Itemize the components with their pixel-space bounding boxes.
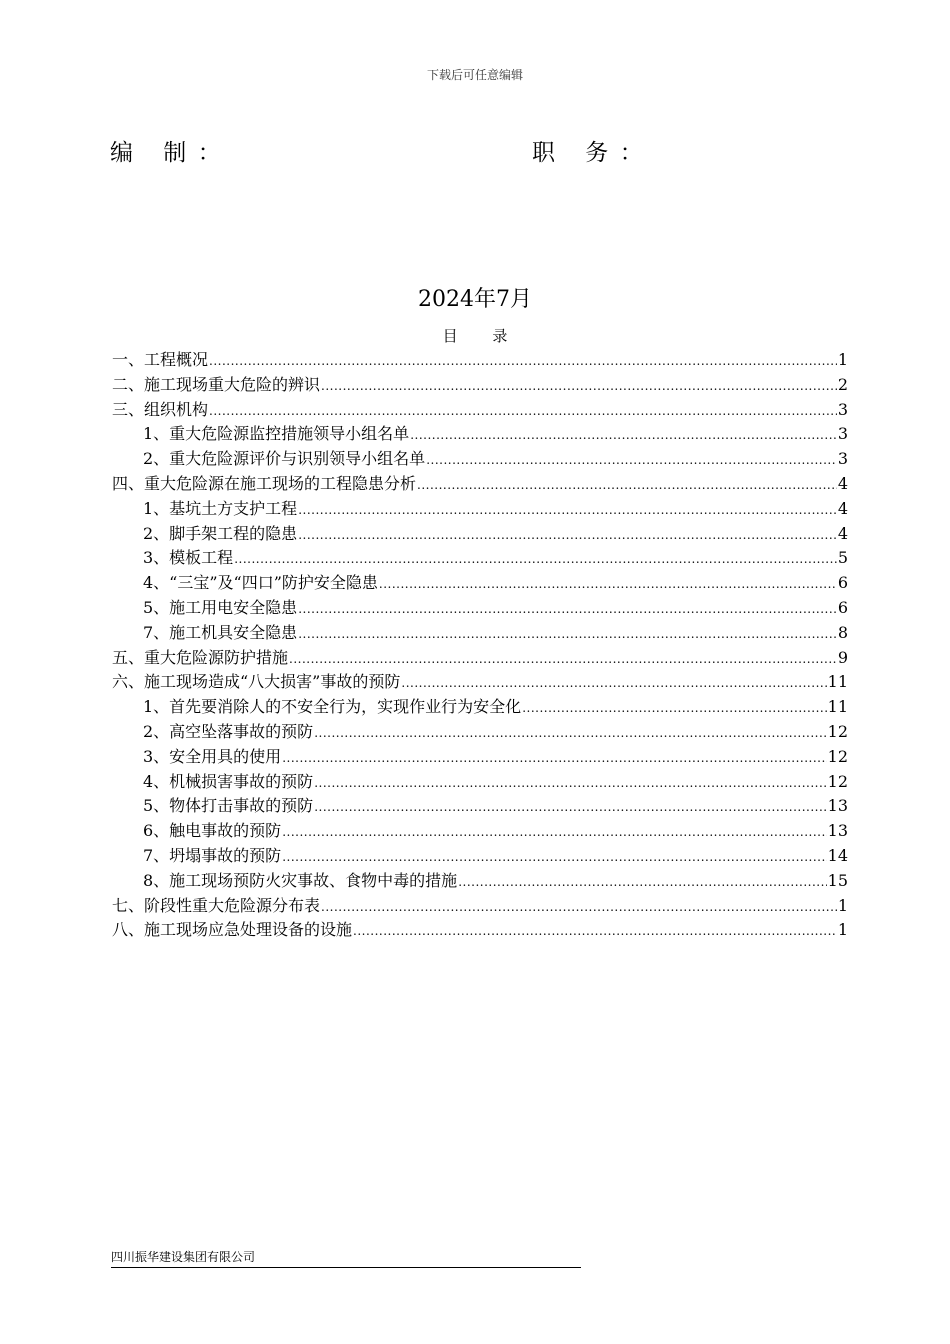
toc-dot-leader: [379, 571, 837, 596]
toc-dot-leader: [289, 646, 837, 671]
toc-entry[interactable]: [112, 918, 848, 943]
toc-entry-page: 4: [837, 498, 848, 518]
toc-entry-page: 3: [837, 424, 848, 444]
toc-entry-page: 15: [827, 870, 848, 890]
toc-dot-leader: [417, 472, 837, 497]
toc-entry[interactable]: [112, 546, 848, 571]
footer-company-name: 四川振华建设集团有限公司: [111, 1248, 581, 1268]
toc-dot-leader: [458, 869, 826, 894]
toc-entry-title: 8、施工现场预防火灾事故、食物中毒的措施: [143, 870, 458, 890]
toc-entry[interactable]: [112, 621, 848, 646]
position-field-label: 职 务：: [532, 140, 655, 166]
toc-entry[interactable]: [112, 447, 848, 472]
toc-dot-leader: [298, 621, 837, 646]
toc-dot-leader: [298, 522, 837, 547]
toc-entry-title: 5、物体打击事故的预防: [143, 796, 314, 816]
toc-entry-page: 4: [837, 523, 848, 543]
toc-dot-leader: [314, 720, 826, 745]
toc-entry[interactable]: [112, 695, 848, 720]
toc-entry[interactable]: [112, 770, 848, 795]
toc-entry-page: 6: [837, 573, 848, 593]
toc-entry[interactable]: [112, 745, 848, 770]
toc-entry-title: 五、重大危险源防护措施: [112, 647, 289, 667]
document-date: 2024年7月: [418, 287, 532, 312]
toc-entry[interactable]: [112, 571, 848, 596]
toc-dot-leader: [401, 670, 826, 695]
toc-dot-leader: [321, 894, 837, 919]
toc-entry-title: 1、重大危险源监控措施领导小组名单: [143, 424, 410, 444]
toc-dot-leader: [209, 398, 837, 423]
toc-entry-page: 2: [837, 374, 848, 394]
toc-entry-title: 4、“三宝”及“四口”防护安全隐患: [143, 573, 378, 593]
toc-entry[interactable]: [112, 596, 848, 621]
toc-entry-page: 14: [827, 845, 848, 865]
toc-entry-page: 13: [827, 821, 848, 841]
toc-entry-page: 12: [827, 721, 848, 741]
toc-entry-title: 1、基坑土方支护工程: [143, 498, 298, 518]
toc-entry-page: 1: [837, 350, 848, 369]
toc-entry-page: 5: [837, 548, 848, 568]
toc-dot-leader: [282, 819, 826, 844]
toc-entry-title: 4、机械损害事故的预防: [143, 771, 314, 791]
toc-entry-title: 3、模板工程: [143, 548, 234, 568]
toc-entry-page: 6: [837, 597, 848, 617]
toc-entry-page: 12: [827, 746, 848, 766]
toc-title: 目 录: [442, 327, 523, 345]
toc-dot-leader: [353, 918, 837, 943]
toc-entry[interactable]: [112, 348, 848, 373]
toc-dot-leader: [298, 497, 837, 522]
toc-entry-title: 2、重大危险源评价与识别领导小组名单: [143, 449, 426, 469]
toc-dot-leader: [234, 546, 837, 571]
toc-dot-leader: [282, 844, 826, 869]
toc-entry-title: 2、脚手架工程的隐患: [143, 523, 298, 543]
toc-entry-page: 11: [827, 697, 848, 717]
toc-entry[interactable]: [112, 869, 848, 894]
toc-entry[interactable]: [112, 794, 848, 819]
toc-entry-title: 二、施工现场重大危险的辨识: [112, 374, 321, 394]
toc-entry-title: 四、重大危险源在施工现场的工程隐患分析: [112, 473, 417, 493]
toc-entry-title: 六、施工现场造成“八大损害”事故的预防: [112, 672, 401, 692]
toc-entry-page: 3: [837, 399, 848, 419]
toc-entry-page: 12: [827, 771, 848, 791]
toc-entry-page: 9: [837, 647, 848, 667]
compiler-field-label: 编 制：: [110, 140, 233, 166]
toc-entry-title: 七、阶段性重大危险源分布表: [112, 895, 321, 915]
toc-entry[interactable]: [112, 844, 848, 869]
toc-dot-leader: [426, 447, 837, 472]
toc-entry[interactable]: [112, 646, 848, 671]
toc-entry[interactable]: [112, 720, 848, 745]
header-note: 下载后可任意编辑: [426, 68, 523, 82]
toc-dot-leader: [298, 596, 837, 621]
toc-entry[interactable]: [112, 373, 848, 398]
toc-entry[interactable]: [112, 522, 848, 547]
toc-entry-title: 八、施工现场应急处理设备的设施: [112, 920, 353, 940]
table-of-contents: [112, 348, 848, 943]
toc-entry[interactable]: [112, 894, 848, 919]
toc-entry-page: 3: [837, 449, 848, 469]
toc-entry-title: 3、安全用具的使用: [143, 746, 282, 766]
toc-entry-title: 一、工程概况: [112, 350, 209, 369]
toc-entry[interactable]: [112, 497, 848, 522]
toc-entry-page: 11: [827, 672, 848, 692]
toc-entry-title: 三、组织机构: [112, 399, 209, 419]
toc-dot-leader: [321, 373, 837, 398]
toc-dot-leader: [522, 695, 826, 720]
toc-entry-title: 5、施工用电安全隐患: [143, 597, 298, 617]
toc-entry-page: 8: [837, 622, 848, 642]
toc-entry-page: 4: [837, 473, 848, 493]
toc-entry[interactable]: [112, 422, 848, 447]
toc-entry-page: 13: [827, 796, 848, 816]
toc-entry-title: 6、触电事故的预防: [143, 821, 282, 841]
toc-entry[interactable]: [112, 819, 848, 844]
toc-dot-leader: [282, 745, 826, 770]
toc-dot-leader: [314, 770, 826, 795]
toc-entry-title: 7、坍塌事故的预防: [143, 845, 282, 865]
toc-entry[interactable]: [112, 472, 848, 497]
toc-entry-title: 1、首先要消除人的不安全行为，实现作业行为安全化: [143, 697, 522, 717]
toc-entry-title: 2、高空坠落事故的预防: [143, 721, 314, 741]
toc-entry-page: 1: [837, 920, 848, 940]
toc-entry-title: 7、施工机具安全隐患: [143, 622, 298, 642]
toc-entry[interactable]: [112, 398, 848, 423]
toc-entry-page: 1: [837, 895, 848, 915]
toc-dot-leader: [209, 348, 837, 373]
toc-entry[interactable]: [112, 670, 848, 695]
toc-dot-leader: [410, 422, 837, 447]
toc-dot-leader: [314, 794, 826, 819]
